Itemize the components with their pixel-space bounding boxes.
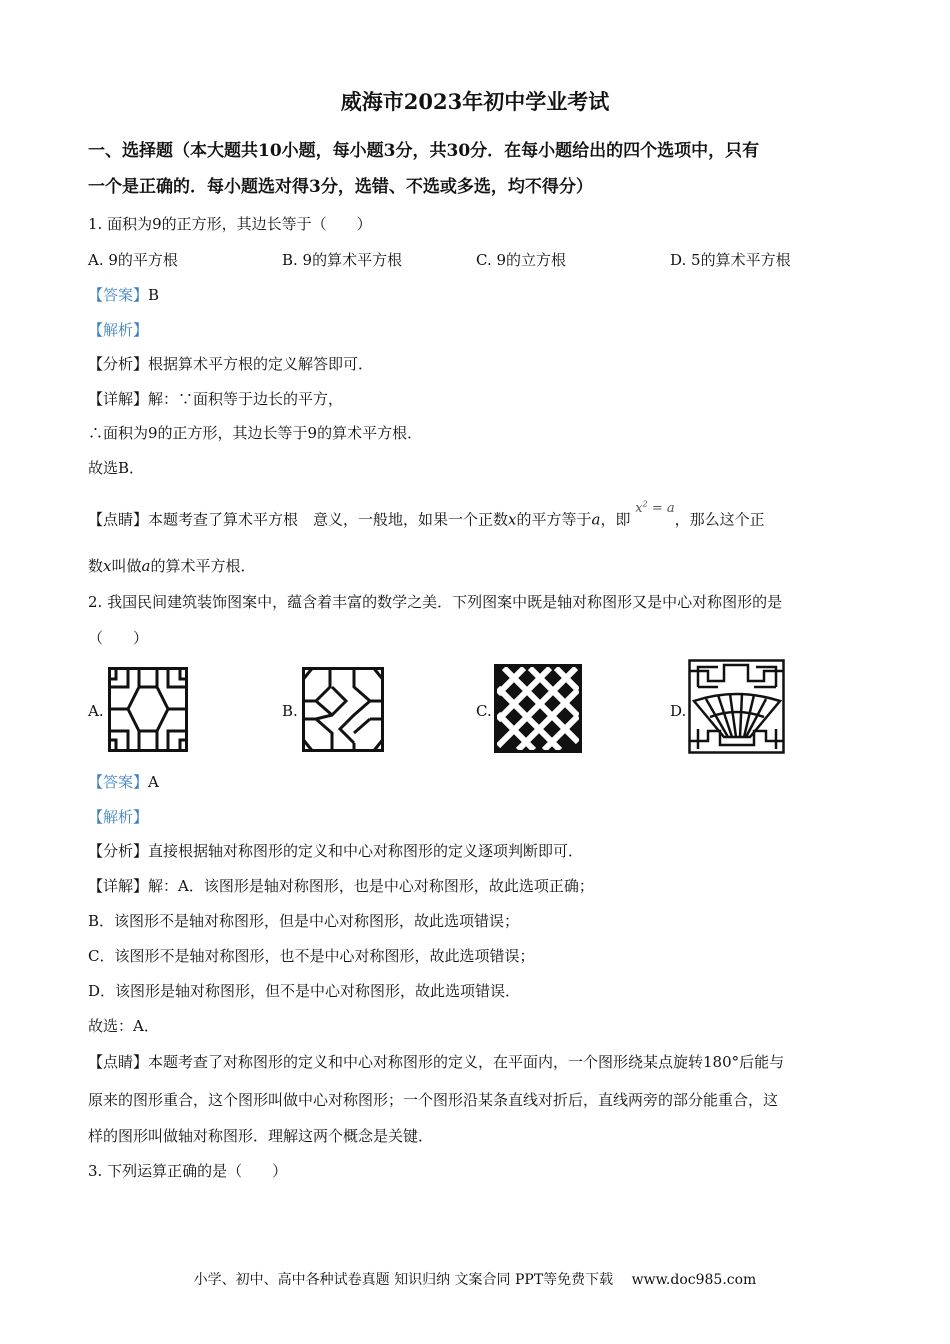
q1-choose: 故选B． xyxy=(88,459,145,477)
formula-exp: 2 xyxy=(642,500,648,509)
answer-tag: 【答案】 xyxy=(88,286,149,304)
q2-option-a-label: A. xyxy=(88,702,104,720)
q1-option-b: B. 9的算术平方根 xyxy=(282,251,403,269)
q3-stem: 3. 下列运算正确的是（ ） xyxy=(88,1162,288,1180)
q1-option-a: A. 9的平方根 xyxy=(88,251,178,269)
text: 数 xyxy=(88,557,104,575)
q1-therefore: ∴面积为9的正方形，其边长等于9的算术平方根． xyxy=(88,424,423,442)
q1-fenxi: 【分析】根据算术平方根的定义解答即可． xyxy=(88,355,374,373)
q1-answer xyxy=(88,285,159,305)
formula xyxy=(635,501,674,516)
formula-rest: = a xyxy=(647,501,675,517)
q2-stem: 2. 我国民间建筑装饰图案中，蕴含着丰富的数学之美．下列图案中既是轴对称图形又是中心对称图形的是 xyxy=(88,593,783,611)
var-x: x xyxy=(103,557,112,575)
q1-stem: 1. 面积为9的正方形，其边长等于（ ） xyxy=(88,215,372,233)
text: 叫做 xyxy=(111,557,142,575)
q2-xiangjie: 【详解】解：A．该图形是轴对称图形，也是中心对称图形，故此选项正确； xyxy=(88,877,594,895)
section-heading-cont: 一个是正确的．每小题选对得3分，选错、不选或多选，均不得分） xyxy=(88,177,593,197)
answer-tag: 【答案】 xyxy=(88,773,149,791)
text: 的算术平方根． xyxy=(150,557,256,575)
formula-base: x xyxy=(635,501,643,517)
page-footer: 小学、初中、高中各种试卷真题 知识归纳 文案合同 PPT等免费下载 www.doc985.com xyxy=(193,1272,757,1288)
text: ，那么这个正 xyxy=(674,510,765,529)
q1-xiangjie: 【详解】解：∵面积等于边长的平方， xyxy=(88,390,344,408)
q2-analysis-tag: 【解析】 xyxy=(88,808,149,826)
answer-value: A xyxy=(148,773,159,791)
q1-analysis-tag: 【解析】 xyxy=(88,321,149,339)
text: 【点睛】本题考查了算术平方根 意义，一般地，如果一个正数 xyxy=(88,510,509,529)
q2-stem-cont: （ ） xyxy=(88,629,149,647)
text: 的平方等于 xyxy=(516,510,592,529)
q1-dianjing xyxy=(88,500,765,531)
q2-detail-c: C．该图形不是轴对称图形，也不是中心对称图形，故此选项错误； xyxy=(88,947,535,965)
q2-fenxi: 【分析】直接根据轴对称图形的定义和中心对称图形的定义逐项判断即可． xyxy=(88,842,584,860)
var-a: a xyxy=(591,510,601,529)
q2-detail-b: B．该图形不是轴对称图形，但是中心对称图形，故此选项错误； xyxy=(88,912,520,930)
text: ，即 xyxy=(600,510,631,529)
q1-option-d: D. 5的算术平方根 xyxy=(670,251,791,269)
q2-dianjing-1: 【点睛】本题考查了对称图形的定义和中心对称图形的定义，在平面内，一个图形绕某点旋转180°后能与 xyxy=(88,1053,785,1071)
q2-choose: 故选：A． xyxy=(88,1017,159,1035)
q2-option-b-label: B. xyxy=(282,702,298,720)
section-heading: 一、选择题（本大题共10小题，每小题3分，共30分．在每小题给出的四个选项中，只有 xyxy=(88,141,760,161)
var-x: x xyxy=(508,510,517,529)
pattern-c-figure xyxy=(494,664,582,753)
page-title: 威海市2023年初中学业考试 xyxy=(340,89,610,114)
q2-option-d-label: D. xyxy=(670,702,687,720)
q1-dianjing-cont xyxy=(88,556,255,576)
q2-dianjing-3: 样的图形叫做轴对称图形．理解这两个概念是关键． xyxy=(88,1127,434,1145)
q2-detail-d: D．该图形是轴对称图形，但不是中心对称图形，故此选项错误． xyxy=(88,982,521,1000)
pattern-b-figure xyxy=(302,667,384,752)
q1-option-c: C. 9的立方根 xyxy=(476,251,567,269)
pattern-d-figure xyxy=(688,659,785,754)
pattern-a-figure xyxy=(108,667,188,752)
var-a: a xyxy=(141,557,151,575)
answer-value: B xyxy=(148,286,160,304)
q2-dianjing-2: 原来的图形重合，这个图形叫做中心对称图形；一个图形沿某条直线对折后，直线两旁的部分能重合，这 xyxy=(88,1091,779,1109)
q2-answer xyxy=(88,772,159,792)
q2-option-c-label: C. xyxy=(476,702,492,720)
